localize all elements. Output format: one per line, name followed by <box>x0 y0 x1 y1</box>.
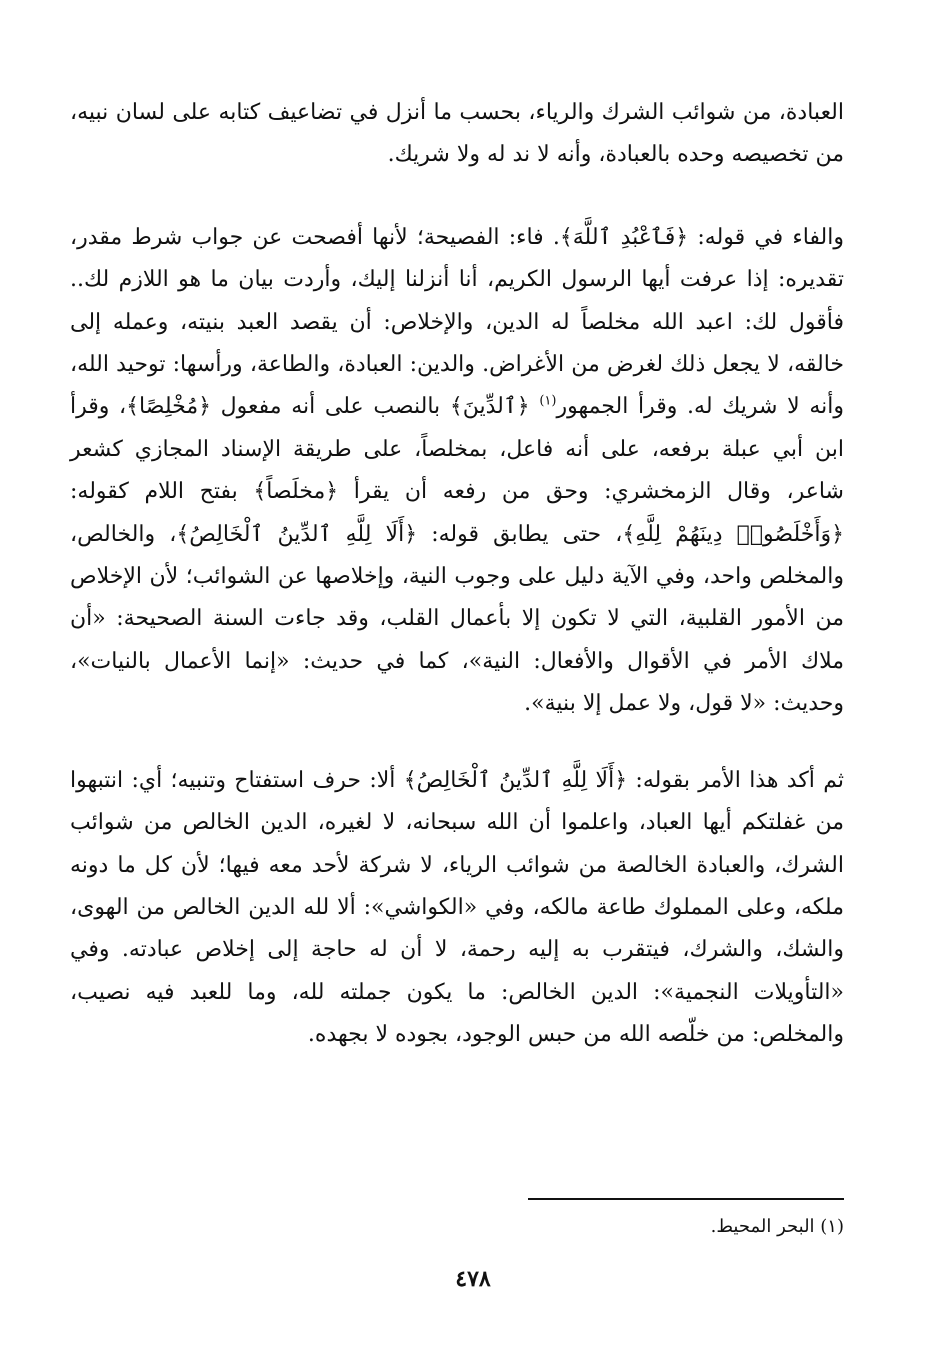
footnote: (١) البحر المحيط. <box>710 1216 844 1237</box>
paragraph-2 <box>70 217 844 726</box>
page-body <box>70 92 844 1057</box>
footnote-reference: (١) <box>539 394 557 410</box>
paragraph-2-text: والفاء في قوله: ﴿فَٱعْبُدِ ٱللَّهَ﴾. فاء: الفصيحة؛ لأنها أفصحت عن جواب شرط مقدر، تقديره: إذا عرفت أيها الرسول الكريم، أنا أنزلنا إليك، وأردت بيان ما هو اللازم لك.. فأقول لك: اعبد الله مخلصاً له الدين، والإخلاص: أن يقصد العبد بنيته، وعمله إلى خالقه، لا يجعل ذلك لغرض من الأغراض. والدين: العبادة، والطاعة، ورأسها: توحيد الله، وأنه لا شريك له. وقرأ الجمهور <box>70 224 844 420</box>
footnote-separator <box>528 1198 844 1200</box>
paragraph-3: ثم أكد هذا الأمر بقوله: ﴿أَلَا لِلَّهِ ٱلدِّينُ ٱلْخَالِصُ﴾ ألا: حرف استفتاح وتنبيه؛ أي: انتبهوا من غفلتكم أيها العباد، واعلموا أن الله سبحانه، لا لغيره، الدين الخالص من شوائب الشرك، والعبادة الخالصة من شوائب الرياء، لا شركة لأحد معه فيها؛ لأن كل ما دونه ملكه، وعلى المملوك طاعة مالكه، وفي «الكواشي»: ألا لله الدين الخالص من الهوى، والشك، والشرك، فيتقرب به إليه رحمة، لا أن له حاجة إلى إخلاص عبادته. وفي «التأويلات النجمية»: الدين الخالص: ما يكون جملته لله، وما للعبد فيه نصيب، والمخلص: من خلّصه الله من حبس الوجود، بجوده لا بجهده. <box>70 767 844 1048</box>
paragraph-1: العبادة، من شوائب الشرك والرياء، بحسب ما أنزل في تضاعيف كتابه على لسان نبيه، من تخصيصه وحده بالعبادة، وأنه لا ند له ولا شريك. <box>70 100 844 168</box>
paragraph-2-continuation <box>530 394 540 419</box>
paragraph-2-text-continued: ﴿ٱلدِّينَ﴾ بالنصب على أنه مفعول ﴿مُخْلِصًا﴾، وقرأ ابن أبي عبلة برفعه، على أنه فاعل، بمخلصاً، على طريقة الإسناد المجازي كشعر شاعر، وقال الزمخشري: وحق من رفعه أن يقرأ ﴿مخلَصاً﴾ بفتح اللام كقوله: ﴿وَأَخْلَصُوا۟ دِينَهُمْ لِلَّهِ﴾، حتى يطابق قوله: ﴿أَلَا لِلَّهِ ٱلدِّينُ ٱلْخَالِصُ﴾، والخالص، والمخلص واحد، وفي الآية دليل على وجوب النية، وإخلاصها عن الشوائب؛ لأن الإخلاص من الأمور القلبية، التي لا تكون إلا بأعمال القلب، وقد جاءت السنة الصحيحة: «أن ملاك الأمر في الأقوال والأفعال: النية»، كما في حديث: «إنما الأعمال بالنيات»، وحديث: «لا قول، ولا عمل إلا بنية». <box>70 394 844 717</box>
page-number: ٤٧٨ <box>455 1266 491 1292</box>
